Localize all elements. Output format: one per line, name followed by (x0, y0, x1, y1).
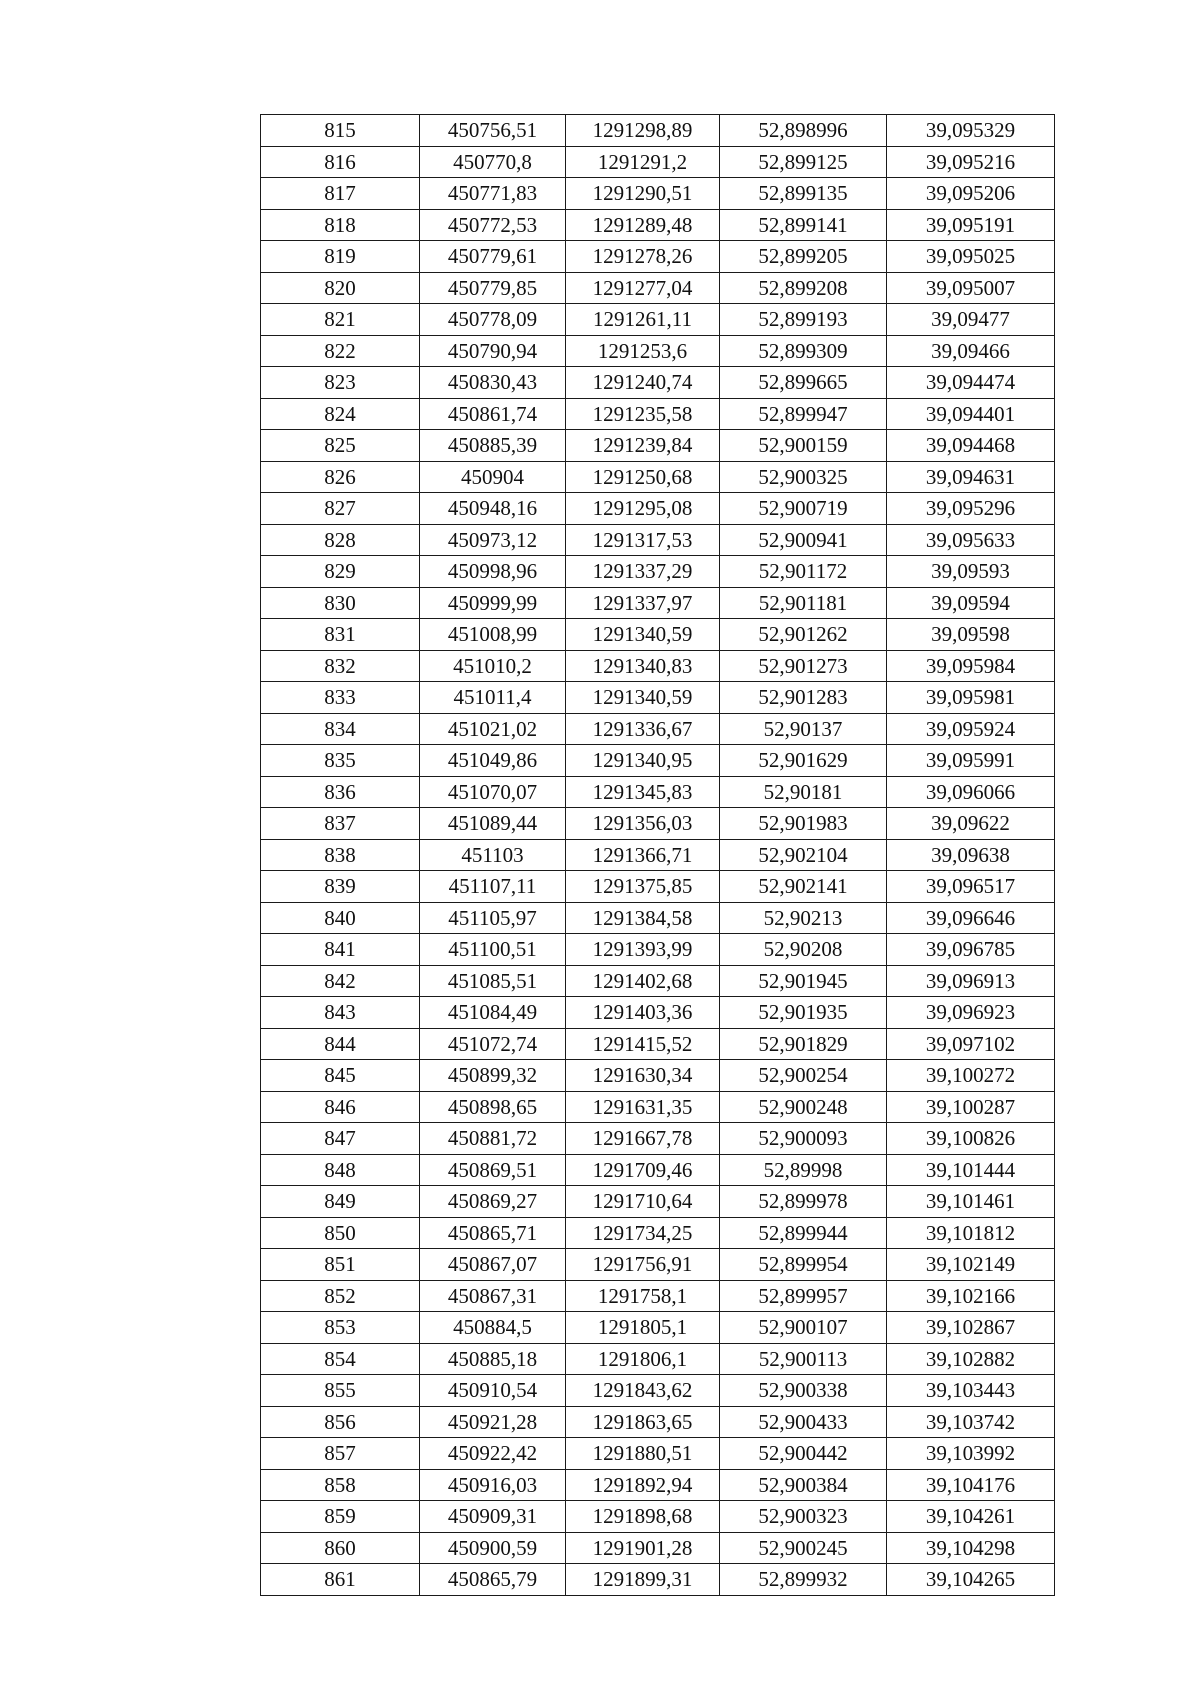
point-number-cell: 822 (261, 335, 420, 367)
x-coordinate-cell: 451089,44 (420, 808, 566, 840)
point-number-cell: 820 (261, 272, 420, 304)
x-coordinate-cell: 451049,86 (420, 745, 566, 777)
table-row (261, 839, 1055, 871)
y-coordinate-cell: 1291340,83 (566, 650, 720, 682)
point-number-cell: 838 (261, 839, 420, 871)
latitude-cell: 52,901181 (720, 587, 887, 619)
x-coordinate-cell: 450790,94 (420, 335, 566, 367)
latitude-cell: 52,900338 (720, 1375, 887, 1407)
x-coordinate-cell: 451070,07 (420, 776, 566, 808)
latitude-cell: 52,900719 (720, 493, 887, 525)
table-row (261, 1375, 1055, 1407)
longitude-cell: 39,095991 (887, 745, 1055, 777)
y-coordinate-cell: 1291756,91 (566, 1249, 720, 1281)
latitude-cell: 52,90208 (720, 934, 887, 966)
point-number-cell: 846 (261, 1091, 420, 1123)
table-row (261, 272, 1055, 304)
point-number-cell: 843 (261, 997, 420, 1029)
longitude-cell: 39,101461 (887, 1186, 1055, 1218)
latitude-cell: 52,901629 (720, 745, 887, 777)
table-row (261, 335, 1055, 367)
x-coordinate-cell: 450900,59 (420, 1532, 566, 1564)
longitude-cell: 39,104298 (887, 1532, 1055, 1564)
latitude-cell: 52,900248 (720, 1091, 887, 1123)
table-row (261, 1469, 1055, 1501)
longitude-cell: 39,095924 (887, 713, 1055, 745)
table-row (261, 871, 1055, 903)
table-row (261, 1532, 1055, 1564)
x-coordinate-cell: 451010,2 (420, 650, 566, 682)
point-number-cell: 818 (261, 209, 420, 241)
longitude-cell: 39,095007 (887, 272, 1055, 304)
x-coordinate-cell: 450772,53 (420, 209, 566, 241)
longitude-cell: 39,09594 (887, 587, 1055, 619)
y-coordinate-cell: 1291384,58 (566, 902, 720, 934)
x-coordinate-cell: 450861,74 (420, 398, 566, 430)
table-row (261, 367, 1055, 399)
latitude-cell: 52,900433 (720, 1406, 887, 1438)
longitude-cell: 39,094631 (887, 461, 1055, 493)
longitude-cell: 39,104265 (887, 1564, 1055, 1596)
point-number-cell: 855 (261, 1375, 420, 1407)
y-coordinate-cell: 1291291,2 (566, 146, 720, 178)
longitude-cell: 39,103992 (887, 1438, 1055, 1470)
latitude-cell: 52,899954 (720, 1249, 887, 1281)
latitude-cell: 52,900323 (720, 1501, 887, 1533)
longitude-cell: 39,09622 (887, 808, 1055, 840)
longitude-cell: 39,094468 (887, 430, 1055, 462)
x-coordinate-cell: 451100,51 (420, 934, 566, 966)
point-number-cell: 848 (261, 1154, 420, 1186)
point-number-cell: 825 (261, 430, 420, 462)
point-number-cell: 856 (261, 1406, 420, 1438)
y-coordinate-cell: 1291295,08 (566, 493, 720, 525)
table-row (261, 209, 1055, 241)
latitude-cell: 52,901273 (720, 650, 887, 682)
x-coordinate-cell: 450916,03 (420, 1469, 566, 1501)
table-row (261, 1343, 1055, 1375)
latitude-cell: 52,900941 (720, 524, 887, 556)
longitude-cell: 39,102149 (887, 1249, 1055, 1281)
table-row (261, 1028, 1055, 1060)
point-number-cell: 847 (261, 1123, 420, 1155)
x-coordinate-cell: 450885,39 (420, 430, 566, 462)
latitude-cell: 52,902104 (720, 839, 887, 871)
longitude-cell: 39,09598 (887, 619, 1055, 651)
longitude-cell: 39,096785 (887, 934, 1055, 966)
latitude-cell: 52,900107 (720, 1312, 887, 1344)
x-coordinate-cell: 450869,27 (420, 1186, 566, 1218)
x-coordinate-cell: 451103 (420, 839, 566, 871)
y-coordinate-cell: 1291863,65 (566, 1406, 720, 1438)
table-row (261, 650, 1055, 682)
table-row (261, 1154, 1055, 1186)
point-number-cell: 835 (261, 745, 420, 777)
table-body (261, 115, 1055, 1596)
longitude-cell: 39,09466 (887, 335, 1055, 367)
longitude-cell: 39,096923 (887, 997, 1055, 1029)
table-row (261, 1186, 1055, 1218)
longitude-cell: 39,097102 (887, 1028, 1055, 1060)
point-number-cell: 827 (261, 493, 420, 525)
table-row (261, 1217, 1055, 1249)
point-number-cell: 831 (261, 619, 420, 651)
table-row (261, 556, 1055, 588)
point-number-cell: 854 (261, 1343, 420, 1375)
point-number-cell: 836 (261, 776, 420, 808)
table-row (261, 1060, 1055, 1092)
table-row (261, 713, 1055, 745)
point-number-cell: 859 (261, 1501, 420, 1533)
point-number-cell: 830 (261, 587, 420, 619)
point-number-cell: 834 (261, 713, 420, 745)
point-number-cell: 828 (261, 524, 420, 556)
longitude-cell: 39,095206 (887, 178, 1055, 210)
x-coordinate-cell: 450921,28 (420, 1406, 566, 1438)
latitude-cell: 52,902141 (720, 871, 887, 903)
x-coordinate-cell: 450865,79 (420, 1564, 566, 1596)
coordinates-table (260, 114, 1055, 1596)
table-row (261, 965, 1055, 997)
y-coordinate-cell: 1291250,68 (566, 461, 720, 493)
longitude-cell: 39,101812 (887, 1217, 1055, 1249)
y-coordinate-cell: 1291667,78 (566, 1123, 720, 1155)
latitude-cell: 52,900245 (720, 1532, 887, 1564)
y-coordinate-cell: 1291402,68 (566, 965, 720, 997)
table-row (261, 524, 1055, 556)
longitude-cell: 39,09477 (887, 304, 1055, 336)
point-number-cell: 849 (261, 1186, 420, 1218)
point-number-cell: 858 (261, 1469, 420, 1501)
latitude-cell: 52,901945 (720, 965, 887, 997)
longitude-cell: 39,096517 (887, 871, 1055, 903)
y-coordinate-cell: 1291880,51 (566, 1438, 720, 1470)
y-coordinate-cell: 1291253,6 (566, 335, 720, 367)
longitude-cell: 39,09593 (887, 556, 1055, 588)
longitude-cell: 39,103742 (887, 1406, 1055, 1438)
longitude-cell: 39,100272 (887, 1060, 1055, 1092)
latitude-cell: 52,901283 (720, 682, 887, 714)
y-coordinate-cell: 1291336,67 (566, 713, 720, 745)
y-coordinate-cell: 1291240,74 (566, 367, 720, 399)
point-number-cell: 842 (261, 965, 420, 997)
table-row (261, 1406, 1055, 1438)
x-coordinate-cell: 450867,31 (420, 1280, 566, 1312)
y-coordinate-cell: 1291337,29 (566, 556, 720, 588)
longitude-cell: 39,095984 (887, 650, 1055, 682)
point-number-cell: 850 (261, 1217, 420, 1249)
latitude-cell: 52,899978 (720, 1186, 887, 1218)
longitude-cell: 39,096066 (887, 776, 1055, 808)
x-coordinate-cell: 450779,85 (420, 272, 566, 304)
y-coordinate-cell: 1291340,95 (566, 745, 720, 777)
y-coordinate-cell: 1291317,53 (566, 524, 720, 556)
x-coordinate-cell: 450922,42 (420, 1438, 566, 1470)
x-coordinate-cell: 451021,02 (420, 713, 566, 745)
latitude-cell: 52,899125 (720, 146, 887, 178)
y-coordinate-cell: 1291901,28 (566, 1532, 720, 1564)
point-number-cell: 823 (261, 367, 420, 399)
table-row (261, 398, 1055, 430)
longitude-cell: 39,096646 (887, 902, 1055, 934)
point-number-cell: 833 (261, 682, 420, 714)
longitude-cell: 39,104176 (887, 1469, 1055, 1501)
x-coordinate-cell: 450948,16 (420, 493, 566, 525)
latitude-cell: 52,900159 (720, 430, 887, 462)
latitude-cell: 52,900384 (720, 1469, 887, 1501)
y-coordinate-cell: 1291630,34 (566, 1060, 720, 1092)
point-number-cell: 837 (261, 808, 420, 840)
y-coordinate-cell: 1291805,1 (566, 1312, 720, 1344)
x-coordinate-cell: 450999,99 (420, 587, 566, 619)
point-number-cell: 857 (261, 1438, 420, 1470)
y-coordinate-cell: 1291239,84 (566, 430, 720, 462)
longitude-cell: 39,09638 (887, 839, 1055, 871)
latitude-cell: 52,898996 (720, 115, 887, 147)
table-row (261, 1280, 1055, 1312)
x-coordinate-cell: 450779,61 (420, 241, 566, 273)
latitude-cell: 52,900113 (720, 1343, 887, 1375)
table-row (261, 776, 1055, 808)
point-number-cell: 824 (261, 398, 420, 430)
x-coordinate-cell: 450869,51 (420, 1154, 566, 1186)
latitude-cell: 52,901983 (720, 808, 887, 840)
point-number-cell: 826 (261, 461, 420, 493)
table-row (261, 1564, 1055, 1596)
y-coordinate-cell: 1291290,51 (566, 178, 720, 210)
x-coordinate-cell: 450904 (420, 461, 566, 493)
table-row (261, 493, 1055, 525)
table-row (261, 146, 1055, 178)
y-coordinate-cell: 1291843,62 (566, 1375, 720, 1407)
x-coordinate-cell: 450771,83 (420, 178, 566, 210)
latitude-cell: 52,900093 (720, 1123, 887, 1155)
y-coordinate-cell: 1291403,36 (566, 997, 720, 1029)
table-row (261, 745, 1055, 777)
point-number-cell: 844 (261, 1028, 420, 1060)
table-row (261, 178, 1055, 210)
point-number-cell: 841 (261, 934, 420, 966)
table-row (261, 430, 1055, 462)
latitude-cell: 52,89998 (720, 1154, 887, 1186)
x-coordinate-cell: 450865,71 (420, 1217, 566, 1249)
latitude-cell: 52,901829 (720, 1028, 887, 1060)
point-number-cell: 853 (261, 1312, 420, 1344)
longitude-cell: 39,102882 (887, 1343, 1055, 1375)
table-row (261, 461, 1055, 493)
point-number-cell: 839 (261, 871, 420, 903)
longitude-cell: 39,101444 (887, 1154, 1055, 1186)
latitude-cell: 52,900254 (720, 1060, 887, 1092)
y-coordinate-cell: 1291393,99 (566, 934, 720, 966)
y-coordinate-cell: 1291366,71 (566, 839, 720, 871)
latitude-cell: 52,90137 (720, 713, 887, 745)
x-coordinate-cell: 450867,07 (420, 1249, 566, 1281)
y-coordinate-cell: 1291709,46 (566, 1154, 720, 1186)
x-coordinate-cell: 451011,4 (420, 682, 566, 714)
x-coordinate-cell: 450884,5 (420, 1312, 566, 1344)
latitude-cell: 52,901935 (720, 997, 887, 1029)
table-row (261, 1312, 1055, 1344)
x-coordinate-cell: 450899,32 (420, 1060, 566, 1092)
point-number-cell: 840 (261, 902, 420, 934)
y-coordinate-cell: 1291806,1 (566, 1343, 720, 1375)
x-coordinate-cell: 450973,12 (420, 524, 566, 556)
y-coordinate-cell: 1291298,89 (566, 115, 720, 147)
x-coordinate-cell: 450881,72 (420, 1123, 566, 1155)
y-coordinate-cell: 1291631,35 (566, 1091, 720, 1123)
y-coordinate-cell: 1291415,52 (566, 1028, 720, 1060)
y-coordinate-cell: 1291356,03 (566, 808, 720, 840)
longitude-cell: 39,102867 (887, 1312, 1055, 1344)
latitude-cell: 52,899932 (720, 1564, 887, 1596)
point-number-cell: 816 (261, 146, 420, 178)
latitude-cell: 52,900442 (720, 1438, 887, 1470)
longitude-cell: 39,100287 (887, 1091, 1055, 1123)
x-coordinate-cell: 450909,31 (420, 1501, 566, 1533)
longitude-cell: 39,094474 (887, 367, 1055, 399)
latitude-cell: 52,899208 (720, 272, 887, 304)
latitude-cell: 52,90181 (720, 776, 887, 808)
point-number-cell: 860 (261, 1532, 420, 1564)
latitude-cell: 52,899193 (720, 304, 887, 336)
point-number-cell: 815 (261, 115, 420, 147)
latitude-cell: 52,899665 (720, 367, 887, 399)
x-coordinate-cell: 450756,51 (420, 115, 566, 147)
y-coordinate-cell: 1291277,04 (566, 272, 720, 304)
point-number-cell: 819 (261, 241, 420, 273)
y-coordinate-cell: 1291734,25 (566, 1217, 720, 1249)
table-row (261, 1123, 1055, 1155)
point-number-cell: 832 (261, 650, 420, 682)
table-row (261, 587, 1055, 619)
longitude-cell: 39,094401 (887, 398, 1055, 430)
latitude-cell: 52,899944 (720, 1217, 887, 1249)
x-coordinate-cell: 450770,8 (420, 146, 566, 178)
x-coordinate-cell: 451105,97 (420, 902, 566, 934)
x-coordinate-cell: 451072,74 (420, 1028, 566, 1060)
y-coordinate-cell: 1291235,58 (566, 398, 720, 430)
y-coordinate-cell: 1291340,59 (566, 619, 720, 651)
point-number-cell: 817 (261, 178, 420, 210)
y-coordinate-cell: 1291340,59 (566, 682, 720, 714)
point-number-cell: 861 (261, 1564, 420, 1596)
x-coordinate-cell: 450885,18 (420, 1343, 566, 1375)
table-row (261, 997, 1055, 1029)
y-coordinate-cell: 1291345,83 (566, 776, 720, 808)
table-row (261, 115, 1055, 147)
x-coordinate-cell: 451084,49 (420, 997, 566, 1029)
point-number-cell: 845 (261, 1060, 420, 1092)
table-row (261, 1438, 1055, 1470)
longitude-cell: 39,095025 (887, 241, 1055, 273)
table-row (261, 1501, 1055, 1533)
latitude-cell: 52,899309 (720, 335, 887, 367)
longitude-cell: 39,095216 (887, 146, 1055, 178)
point-number-cell: 851 (261, 1249, 420, 1281)
table-row (261, 682, 1055, 714)
x-coordinate-cell: 450778,09 (420, 304, 566, 336)
latitude-cell: 52,900325 (720, 461, 887, 493)
y-coordinate-cell: 1291289,48 (566, 209, 720, 241)
y-coordinate-cell: 1291278,26 (566, 241, 720, 273)
x-coordinate-cell: 450898,65 (420, 1091, 566, 1123)
x-coordinate-cell: 451107,11 (420, 871, 566, 903)
y-coordinate-cell: 1291337,97 (566, 587, 720, 619)
table-row (261, 619, 1055, 651)
point-number-cell: 829 (261, 556, 420, 588)
latitude-cell: 52,899947 (720, 398, 887, 430)
y-coordinate-cell: 1291892,94 (566, 1469, 720, 1501)
latitude-cell: 52,901172 (720, 556, 887, 588)
longitude-cell: 39,096913 (887, 965, 1055, 997)
table-row (261, 1249, 1055, 1281)
table-row (261, 304, 1055, 336)
table-row (261, 808, 1055, 840)
y-coordinate-cell: 1291710,64 (566, 1186, 720, 1218)
x-coordinate-cell: 451085,51 (420, 965, 566, 997)
longitude-cell: 39,095329 (887, 115, 1055, 147)
table-row (261, 1091, 1055, 1123)
latitude-cell: 52,899135 (720, 178, 887, 210)
longitude-cell: 39,102166 (887, 1280, 1055, 1312)
x-coordinate-cell: 451008,99 (420, 619, 566, 651)
latitude-cell: 52,90213 (720, 902, 887, 934)
y-coordinate-cell: 1291898,68 (566, 1501, 720, 1533)
point-number-cell: 821 (261, 304, 420, 336)
x-coordinate-cell: 450830,43 (420, 367, 566, 399)
longitude-cell: 39,095296 (887, 493, 1055, 525)
x-coordinate-cell: 450910,54 (420, 1375, 566, 1407)
point-number-cell: 852 (261, 1280, 420, 1312)
longitude-cell: 39,095633 (887, 524, 1055, 556)
longitude-cell: 39,100826 (887, 1123, 1055, 1155)
longitude-cell: 39,095981 (887, 682, 1055, 714)
latitude-cell: 52,899957 (720, 1280, 887, 1312)
longitude-cell: 39,095191 (887, 209, 1055, 241)
table-row (261, 241, 1055, 273)
latitude-cell: 52,899205 (720, 241, 887, 273)
x-coordinate-cell: 450998,96 (420, 556, 566, 588)
y-coordinate-cell: 1291899,31 (566, 1564, 720, 1596)
latitude-cell: 52,901262 (720, 619, 887, 651)
longitude-cell: 39,104261 (887, 1501, 1055, 1533)
y-coordinate-cell: 1291758,1 (566, 1280, 720, 1312)
latitude-cell: 52,899141 (720, 209, 887, 241)
table-row (261, 902, 1055, 934)
y-coordinate-cell: 1291375,85 (566, 871, 720, 903)
longitude-cell: 39,103443 (887, 1375, 1055, 1407)
y-coordinate-cell: 1291261,11 (566, 304, 720, 336)
table-row (261, 934, 1055, 966)
